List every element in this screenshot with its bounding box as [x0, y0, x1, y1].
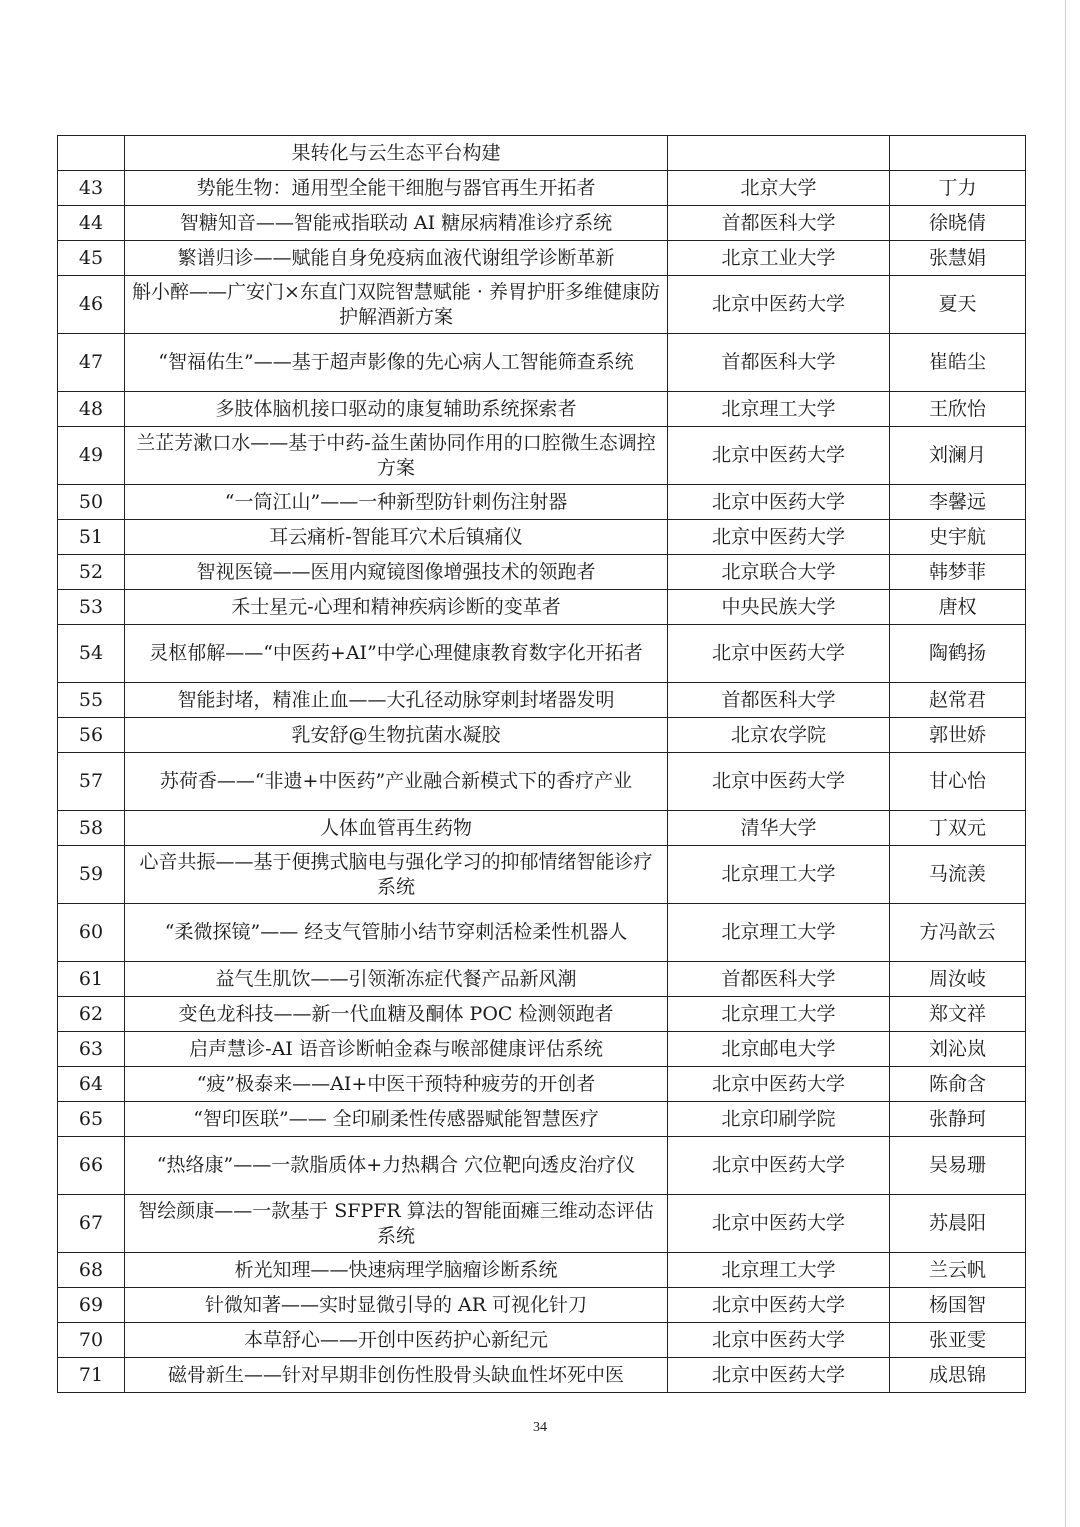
- cell-person: 刘澜月: [890, 427, 1026, 485]
- cell-number: 57: [58, 753, 125, 811]
- cell-number: 58: [58, 811, 125, 846]
- table-row: [58, 904, 1026, 962]
- cell-number: 71: [58, 1358, 125, 1393]
- cell-school: 北京理工大学: [668, 846, 890, 904]
- cell-person: 苏晨阳: [890, 1195, 1026, 1253]
- cell-number: 65: [58, 1102, 125, 1137]
- scan-edge-line: [1065, 0, 1066, 1527]
- cell-school: [668, 136, 890, 171]
- cell-school: 北京中医药大学: [668, 1288, 890, 1323]
- cell-person: 马流羡: [890, 846, 1026, 904]
- table-row: [58, 1137, 1026, 1195]
- cell-project-name: “一筒江山”——一种新型防针刺伤注射器: [125, 485, 668, 520]
- cell-number: 45: [58, 241, 125, 276]
- cell-number: 47: [58, 334, 125, 392]
- table-row: [58, 1102, 1026, 1137]
- table-row: [58, 206, 1026, 241]
- cell-person: 唐权: [890, 590, 1026, 625]
- cell-number: 69: [58, 1288, 125, 1323]
- cell-number: 70: [58, 1323, 125, 1358]
- table-row: [58, 962, 1026, 997]
- table-row: [58, 997, 1026, 1032]
- cell-number: 63: [58, 1032, 125, 1067]
- cell-person: 徐晓倩: [890, 206, 1026, 241]
- cell-school: 北京中医药大学: [668, 1323, 890, 1358]
- cell-school: 清华大学: [668, 811, 890, 846]
- cell-person: 甘心怡: [890, 753, 1026, 811]
- cell-project-name: 耳云痛析-智能耳穴术后镇痛仪: [125, 520, 668, 555]
- cell-number: 48: [58, 392, 125, 427]
- cell-person: 郭世娇: [890, 718, 1026, 753]
- cell-school: 首都医科大学: [668, 206, 890, 241]
- cell-person: 张静珂: [890, 1102, 1026, 1137]
- cell-project-name: 智能封堵，精准止血——大孔径动脉穿刺封堵器发明: [125, 683, 668, 718]
- cell-project-name: 本草舒心——开创中医药护心新纪元: [125, 1323, 668, 1358]
- cell-project-name: 势能生物：通用型全能干细胞与器官再生开拓者: [125, 171, 668, 206]
- table-row: [58, 1288, 1026, 1323]
- table-row: [58, 392, 1026, 427]
- cell-school: 北京中医药大学: [668, 1137, 890, 1195]
- table-row: [58, 334, 1026, 392]
- cell-number: 46: [58, 276, 125, 334]
- cell-school: 北京大学: [668, 171, 890, 206]
- cell-person: 丁力: [890, 171, 1026, 206]
- cell-person: 王欣怡: [890, 392, 1026, 427]
- cell-number: 66: [58, 1137, 125, 1195]
- cell-project-name: 启声慧诊-AI 语音诊断帕金森与喉部健康评估系统: [125, 1032, 668, 1067]
- table-row: [58, 683, 1026, 718]
- cell-person: 张亚雯: [890, 1323, 1026, 1358]
- table-row: [58, 1195, 1026, 1253]
- cell-school: 北京中医药大学: [668, 1358, 890, 1393]
- cell-number: 52: [58, 555, 125, 590]
- table-row: [58, 171, 1026, 206]
- cell-school: 北京中医药大学: [668, 625, 890, 683]
- cell-project-name: 针微知著——实时显微引导的 AR 可视化针刀: [125, 1288, 668, 1323]
- cell-project-name: 磁骨新生——针对早期非创伤性股骨头缺血性坏死中医: [125, 1358, 668, 1393]
- cell-number: 54: [58, 625, 125, 683]
- cell-person: 丁双元: [890, 811, 1026, 846]
- cell-project-name: 果转化与云生态平台构建: [125, 136, 668, 171]
- table-row: [58, 1253, 1026, 1288]
- cell-project-name: 智绘颜康——一款基于 SFPFR 算法的智能面瘫三维动态评估系统: [125, 1195, 668, 1253]
- cell-school: 北京中医药大学: [668, 485, 890, 520]
- cell-project-name: 禾士星元-心理和精神疾病诊断的变革者: [125, 590, 668, 625]
- cell-number: 64: [58, 1067, 125, 1102]
- cell-school: 北京农学院: [668, 718, 890, 753]
- cell-project-name: “柔微探镜”—— 经支气管肺小结节穿刺活检柔性机器人: [125, 904, 668, 962]
- table-row: [58, 1067, 1026, 1102]
- cell-school: 首都医科大学: [668, 683, 890, 718]
- cell-number: 55: [58, 683, 125, 718]
- cell-number: 49: [58, 427, 125, 485]
- table-row: [58, 625, 1026, 683]
- cell-project-name: 乳安舒@生物抗菌水凝胶: [125, 718, 668, 753]
- cell-school: 北京理工大学: [668, 904, 890, 962]
- table-row: [58, 241, 1026, 276]
- cell-number: 68: [58, 1253, 125, 1288]
- table-row: [58, 753, 1026, 811]
- cell-project-name: 智视医镜——医用内窥镜图像增强技术的领跑者: [125, 555, 668, 590]
- cell-number: 67: [58, 1195, 125, 1253]
- table-row: [58, 485, 1026, 520]
- table-row: [58, 1032, 1026, 1067]
- cell-person: 方冯歆云: [890, 904, 1026, 962]
- cell-person: [890, 136, 1026, 171]
- cell-person: 陈俞含: [890, 1067, 1026, 1102]
- cell-person: 李馨远: [890, 485, 1026, 520]
- cell-project-name: 变色龙科技——新一代血糖及酮体 POC 检测领跑者: [125, 997, 668, 1032]
- cell-school: 北京理工大学: [668, 997, 890, 1032]
- table-row: [58, 1323, 1026, 1358]
- cell-person: 成思锦: [890, 1358, 1026, 1393]
- project-table-body: [58, 136, 1026, 1393]
- cell-number: [58, 136, 125, 171]
- cell-school: 中央民族大学: [668, 590, 890, 625]
- cell-school: 北京理工大学: [668, 392, 890, 427]
- cell-person: 张慧娟: [890, 241, 1026, 276]
- cell-number: 61: [58, 962, 125, 997]
- cell-school: 北京中医药大学: [668, 753, 890, 811]
- cell-school: 北京中医药大学: [668, 520, 890, 555]
- page-number: 34: [533, 1420, 547, 1435]
- table-row: [58, 555, 1026, 590]
- cell-school: 北京理工大学: [668, 1253, 890, 1288]
- cell-person: 刘沁岚: [890, 1032, 1026, 1067]
- cell-project-name: 斛小醉——广安门×东直门双院智慧赋能 · 养胃护肝多维健康防护解酒新方案: [125, 276, 668, 334]
- cell-person: 兰云帆: [890, 1253, 1026, 1288]
- cell-number: 44: [58, 206, 125, 241]
- cell-project-name: “热络康”——一款脂质体+力热耦合 穴位靶向透皮治疗仪: [125, 1137, 668, 1195]
- table-row: [58, 1358, 1026, 1393]
- cell-school: 北京联合大学: [668, 555, 890, 590]
- cell-person: 陶鹤扬: [890, 625, 1026, 683]
- cell-school: 北京中医药大学: [668, 1067, 890, 1102]
- cell-project-name: “疲”极泰来——AI+中医干预特种疲劳的开创者: [125, 1067, 668, 1102]
- cell-project-name: 兰芷芳漱口水——基于中药-益生菌协同作用的口腔微生态调控方案: [125, 427, 668, 485]
- table-row: [58, 427, 1026, 485]
- cell-number: 59: [58, 846, 125, 904]
- cell-number: 56: [58, 718, 125, 753]
- cell-school: 北京印刷学院: [668, 1102, 890, 1137]
- table-row: [58, 846, 1026, 904]
- cell-school: 北京邮电大学: [668, 1032, 890, 1067]
- project-table: [57, 135, 1026, 1393]
- cell-project-name: 智糖知音——智能戒指联动 AI 糖尿病精准诊疗系统: [125, 206, 668, 241]
- cell-number: 50: [58, 485, 125, 520]
- cell-number: 53: [58, 590, 125, 625]
- table-row: [58, 811, 1026, 846]
- cell-number: 60: [58, 904, 125, 962]
- table-row: [58, 590, 1026, 625]
- cell-project-name: 苏荷香——“非遗+中医药”产业融合新模式下的香疗产业: [125, 753, 668, 811]
- cell-project-name: 灵枢郁解——“中医药+AI”中学心理健康教育数字化开拓者: [125, 625, 668, 683]
- cell-school: 北京中医药大学: [668, 1195, 890, 1253]
- cell-project-name: 析光知理——快速病理学脑瘤诊断系统: [125, 1253, 668, 1288]
- cell-project-name: 繁谱归诊——赋能自身免疫病血液代谢组学诊断革新: [125, 241, 668, 276]
- cell-person: 杨国智: [890, 1288, 1026, 1323]
- table-row: [58, 718, 1026, 753]
- cell-project-name: 心音共振——基于便携式脑电与强化学习的抑郁情绪智能诊疗系统: [125, 846, 668, 904]
- table-row: [58, 520, 1026, 555]
- cell-project-name: “智印医联”—— 全印刷柔性传感器赋能智慧医疗: [125, 1102, 668, 1137]
- cell-number: 62: [58, 997, 125, 1032]
- cell-person: 周汝岐: [890, 962, 1026, 997]
- cell-number: 43: [58, 171, 125, 206]
- cell-person: 吴易珊: [890, 1137, 1026, 1195]
- cell-person: 崔皓尘: [890, 334, 1026, 392]
- table-row: [58, 136, 1026, 171]
- cell-person: 夏天: [890, 276, 1026, 334]
- cell-person: 韩梦菲: [890, 555, 1026, 590]
- table-row: [58, 276, 1026, 334]
- cell-person: 赵常君: [890, 683, 1026, 718]
- cell-person: 史宇航: [890, 520, 1026, 555]
- cell-school: 首都医科大学: [668, 334, 890, 392]
- cell-project-name: “智福佑生”——基于超声影像的先心病人工智能筛查系统: [125, 334, 668, 392]
- cell-person: 郑文祥: [890, 997, 1026, 1032]
- cell-project-name: 人体血管再生药物: [125, 811, 668, 846]
- cell-school: 首都医科大学: [668, 962, 890, 997]
- cell-number: 51: [58, 520, 125, 555]
- cell-project-name: 多肢体脑机接口驱动的康复辅助系统探索者: [125, 392, 668, 427]
- cell-school: 北京中医药大学: [668, 276, 890, 334]
- cell-project-name: 益气生肌饮——引领渐冻症代餐产品新风潮: [125, 962, 668, 997]
- cell-school: 北京中医药大学: [668, 427, 890, 485]
- cell-school: 北京工业大学: [668, 241, 890, 276]
